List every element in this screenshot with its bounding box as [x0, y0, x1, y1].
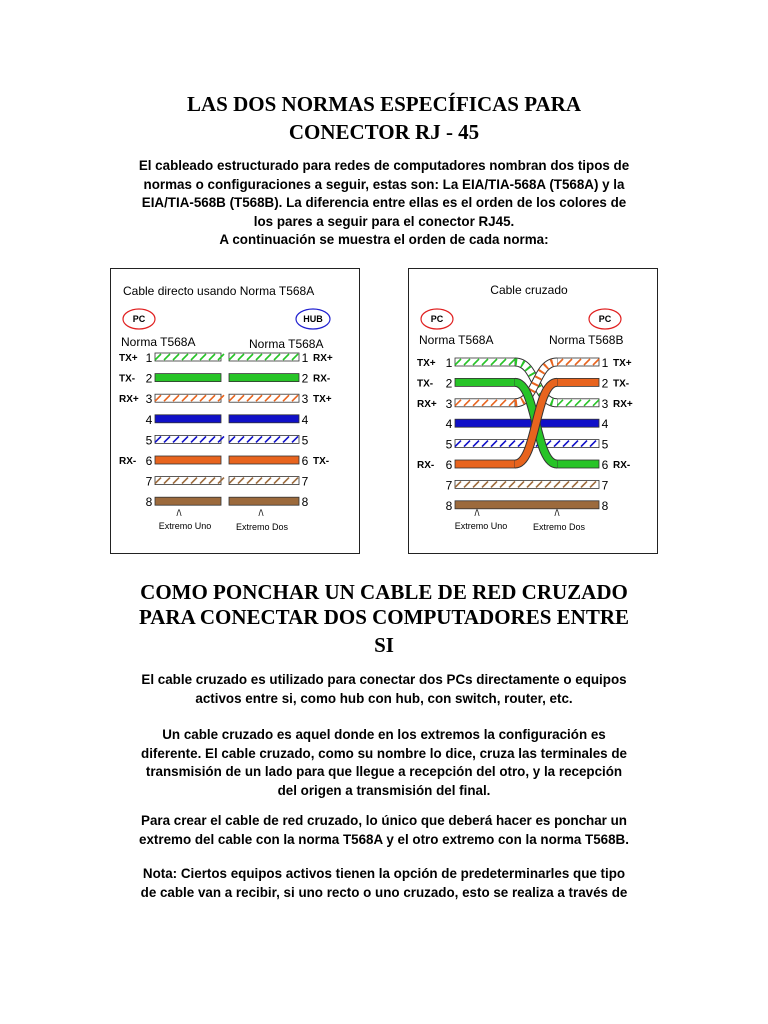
crossover-cable-diagram: [408, 268, 658, 554]
wire-right-6: [557, 460, 599, 468]
paragraph-line: Un cable cruzado es aquel donde en los extremos la configuración es: [162, 727, 606, 742]
pin-right-number: 1: [601, 356, 609, 370]
page-title-line-1: LAS DOS NORMAS ESPECÍFICAS PARA: [187, 92, 581, 116]
paragraph-3: [74, 812, 694, 849]
paragraph-line: diferente. El cable cruzado, como su nombre lo dice, cruza las terminales de: [141, 745, 627, 761]
pin-right-number: 6: [601, 458, 609, 472]
intro-line: A continuación se muestra el orden de cada norma:: [219, 232, 549, 248]
wire-left-8: [155, 497, 221, 505]
paragraph-line: Nota: Ciertos equipos activos tienen la opción de predeterminarles que tipo: [142, 866, 626, 881]
pin-left-signal: TX+: [119, 353, 138, 364]
wire-right-5: [229, 435, 299, 443]
pin-right-signal: TX+: [613, 358, 632, 369]
pin-left-number: 2: [145, 371, 153, 386]
pin-left-number: 1: [145, 351, 153, 365]
left-end-caret: /\: [176, 508, 182, 518]
right-device-label: HUB: [303, 314, 323, 324]
crossover-cable-svg: [409, 269, 657, 553]
wire-left-6: [155, 456, 221, 464]
paragraph-line: activos entre si, como hub con hub, con switch, router, etc.: [195, 690, 573, 706]
paragraph-4: [74, 865, 694, 902]
wire-right-3: [229, 394, 299, 402]
right-end-caret: /\: [258, 508, 264, 518]
pin-left-number: 6: [145, 454, 153, 468]
pin-left-number: 4: [445, 417, 453, 432]
wire-right-3: [557, 399, 599, 407]
pin-right-signal: TX-: [313, 456, 330, 467]
pin-left-number: 8: [145, 495, 153, 510]
pin-left-number: 5: [145, 433, 153, 448]
paragraph-line: de cable van a recibir, si uno recto o uno cruzado, esto se realiza a través de: [140, 884, 628, 900]
left-norm-label: Norma T568A: [419, 333, 494, 347]
pin-left-number: 7: [445, 478, 453, 493]
wire-left-7: [155, 477, 224, 485]
pin-left-number: 1: [445, 356, 453, 370]
wire-left-3: [455, 399, 515, 407]
right-end-caret: /\: [554, 508, 560, 518]
right-end-label: Extremo Dos: [532, 522, 586, 532]
pin-right-number: 7: [601, 478, 609, 493]
pin-right-number: 7: [301, 474, 309, 489]
pin-left-number: 8: [445, 498, 453, 513]
wire-right-6: [229, 456, 299, 464]
paragraph-line: transmisión de un lado para que llegue a recepción del otro, y la recepción: [145, 764, 623, 780]
wire-left-5: [155, 435, 224, 443]
left-end-label: Extremo Uno: [158, 521, 212, 531]
wire-left-3: [155, 394, 224, 402]
wire-right-8: [229, 497, 299, 505]
pin-right-signal: TX-: [613, 378, 630, 390]
pin-right-number: 8: [301, 495, 309, 510]
pin-left-number: 5: [445, 437, 453, 452]
wire-left-2: [155, 374, 221, 382]
pin-right-signal: RX-: [613, 460, 631, 471]
pin-left-signal: RX+: [119, 394, 139, 406]
wire-right-1: [229, 353, 299, 361]
pin-right-number: 8: [601, 498, 609, 513]
pin-right-number: 3: [601, 396, 609, 411]
pin-left-signal: RX-: [119, 456, 137, 467]
section-title-line-1: COMO PONCHAR UN CABLE DE RED CRUZADO: [140, 580, 628, 604]
pin-right-signal: RX+: [613, 398, 633, 410]
pin-right-number: 2: [601, 376, 609, 391]
pin-left-signal: RX-: [417, 460, 435, 471]
intro-line: normas o configuraciones a seguir, estas son: La EIA/TIA-568A (T568A) y la: [143, 176, 625, 192]
section-title-line-2: PARA CONECTAR DOS COMPUTADORES ENTRE: [138, 605, 630, 629]
pin-left-signal: RX+: [417, 398, 437, 410]
right-norm-label: Norma T568A: [249, 337, 324, 351]
pin-left-number: 7: [145, 474, 153, 489]
right-device-label: PC: [598, 314, 612, 324]
paragraph-line: del origen a transmisión del final.: [277, 782, 491, 798]
pin-right-number: 4: [301, 412, 309, 427]
paragraph-2: [74, 726, 694, 800]
wire-right-1: [557, 358, 599, 366]
right-end-label: Extremo Dos: [235, 522, 289, 532]
straight-cable-svg: [111, 269, 359, 553]
wire-left-4: [155, 415, 221, 423]
pin-left-signal: TX-: [119, 373, 136, 385]
right-norm-label: Norma T568B: [549, 333, 624, 347]
cross-diagram-title: Cable cruzado: [490, 283, 568, 297]
pin-right-number: 6: [301, 454, 309, 468]
straight-cable-diagram: [110, 268, 360, 554]
pin-left-number: 6: [445, 458, 453, 472]
straight-wire-rows: [119, 351, 333, 509]
intro-line: EIA/TIA-568B (T568B). La diferencia entre ellas es el orden de los colores de: [141, 195, 627, 211]
wire-right-7: [229, 477, 299, 485]
pin-right-number: 2: [301, 371, 309, 386]
intro-line: El cableado estructurado para redes de computadores nombran dos tipos de: [138, 158, 630, 173]
pin-right-number: 5: [301, 433, 309, 448]
pin-left-signal: TX-: [417, 378, 434, 390]
wire-right-2: [229, 374, 299, 382]
left-end-caret: /\: [474, 508, 480, 518]
pin-right-number: 3: [301, 392, 309, 407]
straight-diagram-title: Cable directo usando Norma T568A: [123, 284, 315, 298]
intro-line: los pares a seguir para el conector RJ45.: [253, 213, 515, 229]
pin-left-number: 3: [145, 392, 153, 407]
wire-through-4: [455, 419, 599, 427]
left-end-label: Extremo Uno: [454, 521, 508, 531]
paragraph-line: extremo del cable con la norma T568A y el otro extremo con la norma T568B.: [139, 831, 629, 847]
pin-right-signal: RX-: [313, 373, 331, 385]
pin-right-signal: TX+: [313, 394, 332, 406]
paragraph-line: Para crear el cable de red cruzado, lo único que deberá hacer es ponchar un: [141, 813, 627, 828]
pin-right-number: 5: [601, 437, 609, 452]
pin-right-number: 1: [301, 351, 309, 365]
left-device-label: PC: [132, 314, 146, 324]
wire-through-7: [455, 480, 599, 488]
section-title-line-3: SI: [374, 633, 394, 657]
pin-left-number: 4: [145, 412, 153, 427]
pin-left-signal: TX+: [417, 358, 436, 369]
wire-left-2: [455, 378, 515, 386]
wire-left-6: [455, 460, 515, 468]
page-title-line-2: CONECTOR RJ - 45: [288, 120, 480, 144]
paragraph-line: El cable cruzado es utilizado para conectar dos PCs directamente o equipos: [141, 672, 627, 687]
cross-wire-rows: [417, 356, 633, 513]
pin-right-number: 4: [601, 417, 609, 432]
wire-right-2: [557, 378, 599, 386]
wire-left-1: [155, 353, 224, 361]
pin-right-signal: RX+: [313, 353, 333, 364]
wire-left-1: [455, 358, 515, 366]
pin-left-number: 2: [445, 376, 453, 391]
pin-left-number: 3: [445, 396, 453, 411]
paragraph-1: [74, 671, 694, 708]
intro-paragraph: [74, 157, 694, 250]
left-device-label: PC: [430, 314, 444, 324]
left-norm-label: Norma T568A: [121, 335, 196, 349]
wire-right-4: [229, 415, 299, 423]
